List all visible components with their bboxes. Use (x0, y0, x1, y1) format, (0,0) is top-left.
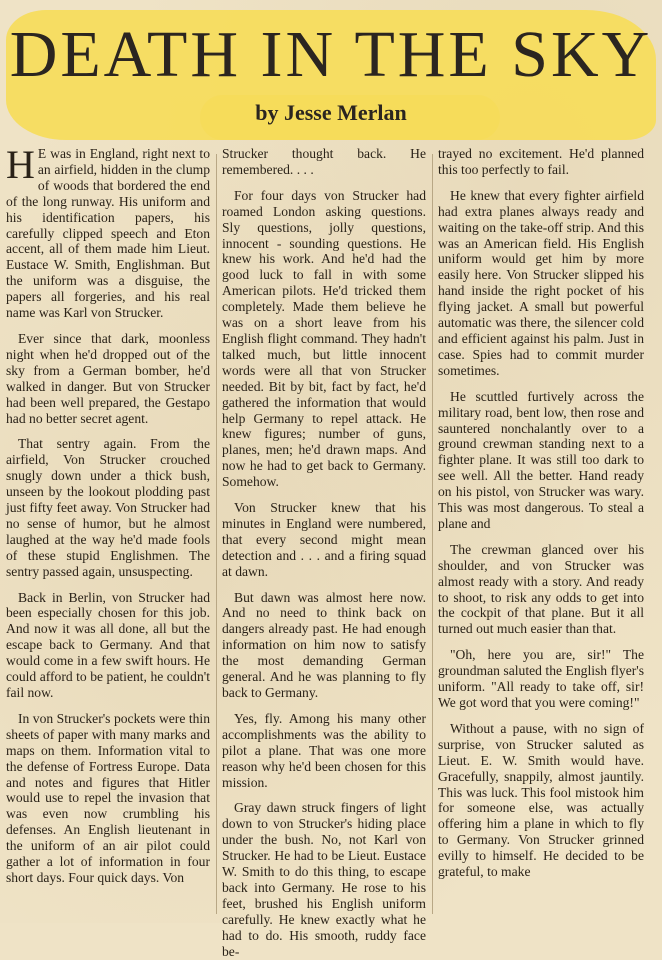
story-title: DEATH IN THE SKY (9, 18, 653, 91)
text-columns (6, 142, 656, 959)
paragraph: Ever since that dark, moonless night when he'd dropped out of the sky from a German bomber, he'd walked in danger. But von Strucker had been well prepared, the Gestapo had no better secret agent. (6, 330, 210, 426)
paragraph: trayed no excitement. He'd planned this too perfectly to fail. (438, 146, 644, 177)
paragraph: In von Strucker's pockets were thin sheets of paper with many marks and maps on them. Information vital to the defense of Fortress Europe. Data and notes and figures that Hitler would use to repel the invasion that was even now crumbling his defenses. An English lieutenant in the uniform of an air pilot could gather a lot of information in four short days. Four quick days. Von (6, 710, 210, 885)
paragraph: The crewman glanced over his shoulder, and von Strucker was almost ready with a story. And ready to shoot, to risk any odds to get into the cockpit of that plane. But it all turned out much easier than that. (438, 541, 644, 637)
paragraph: Von Strucker knew that his minutes in England were numbered, that every second might mean detection and . . . and a firing squad at dawn. (222, 500, 426, 579)
paragraph: Without a pause, with no sign of surprise, von Strucker saluted as Lieut. E. W. Smith would have. Gracefully, snappily, almost jauntily. This was luck. This fool mistook him for someone else, was actually offering him a plane in which to fly to Germany. Von Strucker grinned evilly to himself. He decided to be grateful, to make (438, 720, 644, 880)
column-divider (216, 154, 217, 914)
paragraph: Gray dawn struck fingers of light down to von Strucker's hiding place under the bush. No, not Karl von Strucker. He had to be Lieut. Eustace W. Smith to do this thing, to escape back into Germany. He rose to his feet, brushed his English uniform carefully. He knew exactly what he had to do. His smooth, ruddy face be- (222, 800, 426, 959)
first-paragraph-text: E was in England, right next to an airfield, hidden in the clump of woods that bordered the end of the long runway. His uniform and his identification papers, his carefully clipped speech and Eton accent, all of them made him Lieut. Eustace W. Smith, Englishman. But the uniform was a disguise, the papers all forgeries, and his real name was Karl von Strucker. (6, 146, 210, 321)
story-byline: by Jesse Merlan (255, 100, 407, 125)
paragraph: But dawn was almost here now. And no need to think back on dangers already past. He had enough information on him now to satisfy the most demanding German general. And he was planning to fly back to Germany. (222, 589, 426, 700)
drop-cap: H (6, 142, 35, 187)
paragraph: Yes, fly. Among his many other accomplishments was the ability to pilot a plane. That was one more reason why he'd been chosen for this mission. (222, 710, 426, 790)
paragraph: "Oh, here you are, sir!" The groundman saluted the English flyer's uniform. "All ready to take off, sir! We got word that you were coming!" (438, 647, 644, 710)
paragraph: Back in Berlin, von Strucker had been especially chosen for this job. And now it was all done, all but the escape back to Germany. And that would come in a few swift hours. He could afford to be patient, he couldn't fail now. (6, 589, 210, 700)
paragraph: He scuttled furtively across the military road, bent low, then rose and sauntered nonchalantly over to a ground crewman standing next to a fighter plane. It was still too dark to see well. All the better. Hand ready on his pistol, von Strucker was wary. This was most dangerous. To steal a plane and (438, 388, 644, 531)
first-paragraph (6, 142, 210, 321)
paragraph: For four days von Strucker had roamed London asking questions. Sly questions, jolly questions, innocent - sounding questions. He knew his work. And he'd had the good luck to fall in with some American pilots. He'd tricked them completely. Made them believe he was on a short leave from his English flight command. They hadn't talked much, but little innocent words were all that von Strucker needed. Bit by bit, fact by fact, he'd gathered the information that would help Germany to repel attack. He knew figures; number of guns, planes, men; he'd drawn maps. And now he had to get back to Germany. Somehow. (222, 187, 426, 490)
column-1 (6, 142, 210, 918)
paragraph: That sentry again. From the airfield, Von Strucker crouched snugly down under a thick bush, unseen by the lookout plodding past just fifty feet away. Von Strucker had no sense of humor, but he almost laughed at the way he'd made fools of these stupid Englishmen. The sentry passed again, unsuspecting. (6, 436, 210, 579)
column-3 (438, 146, 644, 918)
paragraph: He knew that every fighter airfield had extra planes always ready and waiting on the take-off strip. And this was an American field. His English uniform would get him by more easily here. Von Strucker slipped his hand inside the right pocket of his flying jacket. A small but powerful automatic was there, the silencer cold and efficient against his palm. Just in case. Spies had to commit murder sometimes. (438, 187, 644, 378)
column-2 (222, 146, 426, 959)
paragraph: Strucker thought back. He remembered. . . . (222, 146, 426, 177)
column-divider (432, 154, 433, 914)
